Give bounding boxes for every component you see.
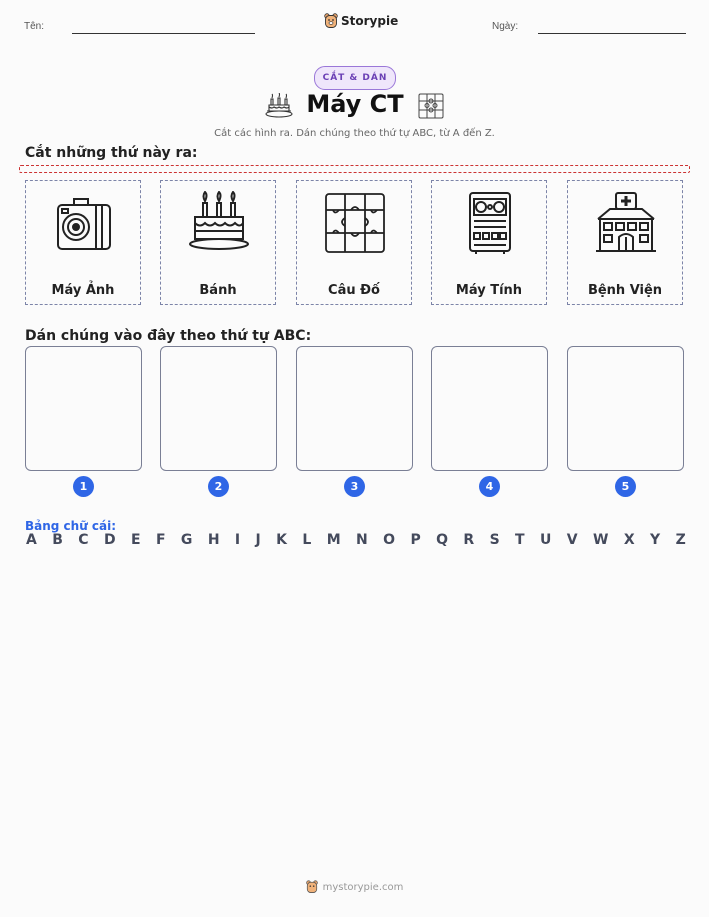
letter: B	[52, 532, 63, 548]
activity-badge: CẮT & DÁN	[314, 66, 396, 90]
number-badge-2: 2	[208, 476, 229, 497]
brand-name: Storypie	[341, 14, 399, 28]
letter: D	[103, 532, 116, 548]
letter: S	[489, 532, 500, 548]
paste-box-2[interactable]	[160, 346, 277, 471]
cut-card-camera[interactable]	[25, 180, 141, 305]
alphabet-title: Bảng chữ cái:	[25, 519, 117, 533]
letter: L	[302, 532, 312, 548]
cut-card-puzzle[interactable]	[296, 180, 412, 305]
footer-url[interactable]: mystorypie.com	[322, 881, 404, 893]
page-title: Máy CT	[306, 90, 404, 118]
number-badge-1: 1	[73, 476, 94, 497]
cut-label-computer: Máy Tính	[455, 283, 523, 298]
number-badge-3: 3	[344, 476, 365, 497]
letter: P	[410, 532, 421, 548]
letter: M	[326, 532, 341, 548]
brand-logo	[324, 13, 398, 29]
date-label: Ngày:	[492, 21, 519, 32]
computer-icon	[458, 191, 522, 255]
cake-icon	[265, 93, 293, 119]
cut-card-computer[interactable]	[431, 180, 547, 305]
paste-box-4[interactable]	[431, 346, 548, 471]
number-badge-4: 4	[479, 476, 500, 497]
camera-icon	[52, 191, 116, 255]
paste-box-5[interactable]	[567, 346, 684, 471]
letter: Z	[675, 532, 686, 548]
instructions: Cắt các hình ra. Dán chúng theo thứ tự ABC, từ A đến Z.	[214, 128, 495, 139]
letter: G	[180, 532, 193, 548]
name-line[interactable]	[72, 33, 255, 34]
letter: F	[155, 532, 166, 548]
letter: C	[78, 532, 89, 548]
paste-heading: Dán chúng vào đây theo thứ tự ABC:	[25, 328, 312, 344]
letter: K	[276, 532, 287, 548]
cut-label-puzzle: Câu Đố	[328, 283, 380, 298]
letter: E	[130, 532, 141, 548]
cut-label-cake: Bánh	[199, 283, 237, 298]
letter: Y	[650, 532, 661, 548]
cut-line	[19, 165, 690, 173]
letter: U	[540, 532, 552, 548]
letter: H	[207, 532, 220, 548]
hospital-icon	[594, 191, 658, 255]
puzzle-icon	[323, 191, 387, 255]
cut-label-camera: Máy Ảnh	[51, 283, 115, 298]
letter: R	[463, 532, 475, 548]
letter: O	[383, 532, 396, 548]
bear-logo-icon	[306, 880, 318, 894]
letter: N	[356, 532, 368, 548]
letter: J	[255, 532, 261, 548]
number-badge-5: 5	[615, 476, 636, 497]
letter: Q	[436, 532, 448, 548]
letter: T	[515, 532, 525, 548]
cake-icon	[187, 191, 251, 255]
bear-logo-icon	[324, 13, 338, 29]
cut-label-hospital: Bệnh Viện	[587, 283, 663, 298]
cut-card-hospital[interactable]	[567, 180, 683, 305]
letter: V	[566, 532, 578, 548]
date-line[interactable]	[538, 33, 686, 34]
cut-heading: Cắt những thứ này ra:	[25, 145, 198, 161]
letter: A	[26, 532, 37, 548]
paste-box-3[interactable]	[296, 346, 413, 471]
letter: X	[623, 532, 635, 548]
footer	[0, 880, 709, 894]
name-label: Tên:	[24, 21, 45, 32]
letter: W	[593, 532, 609, 548]
alphabet-row	[26, 532, 686, 548]
puzzle-icon	[418, 93, 444, 119]
cut-card-cake[interactable]	[160, 180, 276, 305]
paste-box-1[interactable]	[25, 346, 142, 471]
letter: I	[234, 532, 241, 548]
